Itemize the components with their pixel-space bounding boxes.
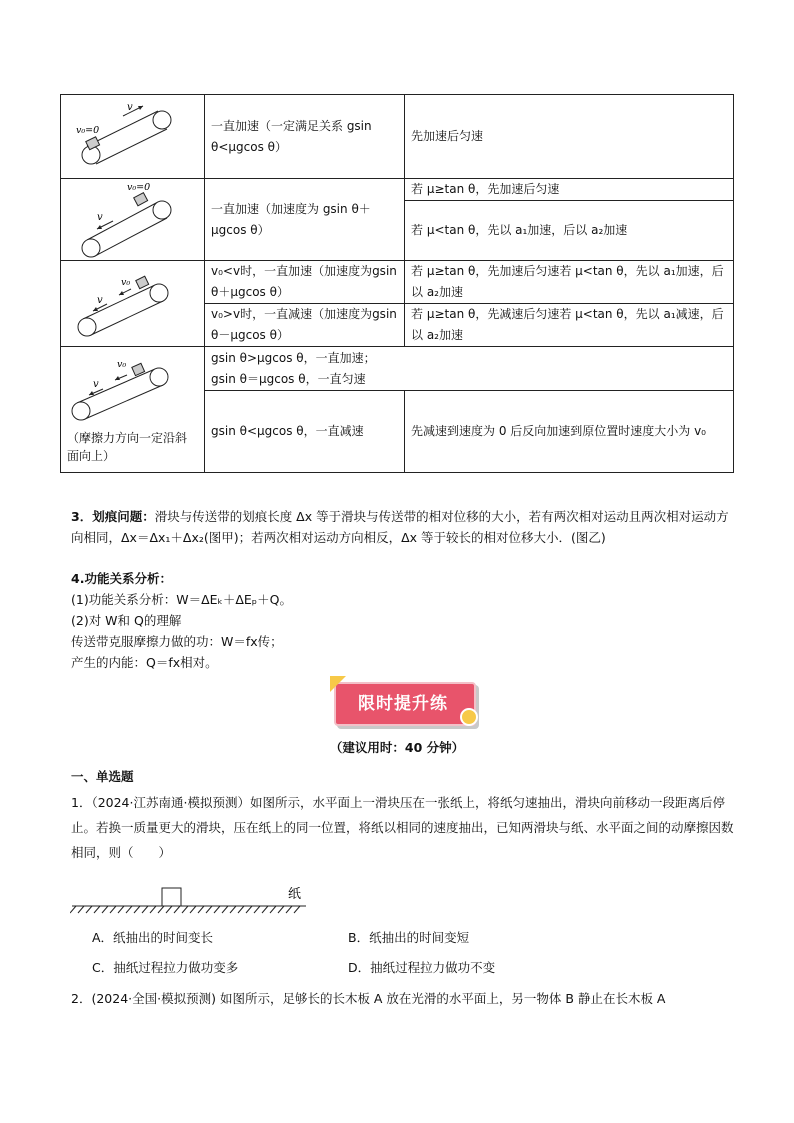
question-1-text: 1．（2024·江苏南通·模拟预测）如图所示，水平面上一滑块压在一张纸上，将纸匀速抽出，滑块向前移动一段距离后停止。若换一质量更大的滑块，压在纸上的同一位置，将纸以相同的速度抽出，已知两滑块与纸、水平面之间的动摩擦因数相同，则（ ） xyxy=(71,795,734,860)
conveyor-table xyxy=(60,94,734,473)
section-3-heading: 3．划痕问题： xyxy=(71,509,155,524)
table-row xyxy=(61,347,734,391)
row4-result-b: 先减速到速度为 0 后反向加速到原位置时速度大小为 v₀ xyxy=(405,391,734,473)
v0-label: v₀=0 xyxy=(75,124,99,136)
row1-condition: 一直加速（一定满足关系 gsin θ<μgcos θ） xyxy=(205,95,405,179)
part-title: 一、单选题 xyxy=(71,769,134,784)
row3-result-b: 若 μ≥tan θ，先减速后匀速若 μ<tan θ，先以 a₁减速，后以 a₂加速 xyxy=(405,304,734,347)
velocity-label: v xyxy=(92,378,99,390)
section-4-line3: 传送带克服摩擦力做的功：W＝fx传； xyxy=(71,634,283,649)
belt-figure-cell xyxy=(61,95,205,179)
time-tip: （建议用时：40 分钟） xyxy=(329,740,465,755)
velocity-label: v xyxy=(126,101,133,113)
row1-result: 先加速后匀速 xyxy=(405,95,734,179)
banner-title: 限时提升练 xyxy=(358,694,448,714)
friction-note: （摩擦力方向一定沿斜面向上） xyxy=(67,430,188,463)
paper-label: 纸 xyxy=(288,887,302,902)
v0-label: v₀ xyxy=(116,358,126,370)
row4-span-cell xyxy=(205,347,734,391)
belt-diagram-1 xyxy=(63,96,203,178)
v0-label: v₀=0 xyxy=(126,181,150,193)
row3-result-a: 若 μ≥tan θ，先加速后匀速若 μ<tan θ，先以 a₁加速，后以 a₂加速 xyxy=(405,261,734,304)
table-row xyxy=(61,261,734,304)
belt-diagram-4 xyxy=(63,351,203,429)
belt-figure-cell xyxy=(61,179,205,261)
belt-diagram-2 xyxy=(63,180,203,260)
section-4-line4: 产生的内能：Q＝fx相对。 xyxy=(71,655,218,670)
table-row xyxy=(61,179,734,201)
row2-result-a: 若 μ≥tan θ，先加速后匀速 xyxy=(405,179,734,201)
velocity-label: v xyxy=(96,211,103,223)
row3-condition-b: v₀>v时，一直减速（加速度为gsin θ－μgcos θ） xyxy=(205,304,405,347)
belt-figure-cell xyxy=(61,261,205,347)
row2-condition: 一直加速（加速度为 gsin θ＋μgcos θ） xyxy=(205,179,405,261)
section-4-line2: (2)对 W和 Q的理解 xyxy=(71,613,182,628)
section-4-heading: 4.功能关系分析： xyxy=(71,571,172,586)
row4-span-line2: gsin θ＝μgcos θ，一直匀速 xyxy=(211,371,366,386)
belt-figure-cell xyxy=(61,347,205,473)
section-4-line1: (1)功能关系分析：W＝ΔEₖ＋ΔEₚ＋Q。 xyxy=(71,592,292,607)
row3-condition-a: v₀<v时，一直加速（加速度为gsin θ＋μgcos θ） xyxy=(205,261,405,304)
section-3 xyxy=(71,506,736,548)
paper-figure xyxy=(70,880,310,914)
question-2-text: 2．(2024·全国·模拟预测) 如图所示，足够长的长木板 A 放在光滑的水平面上，另一物体 B 静止在长木板 A xyxy=(71,991,666,1006)
option-c[interactable]: C．抽纸过程拉力做功变多 xyxy=(92,960,239,975)
row2-result-b: 若 μ<tan θ，先以 a₁加速，后以 a₂加速 xyxy=(405,201,734,261)
option-d[interactable]: D．抽纸过程拉力做功不变 xyxy=(348,960,496,975)
v0-label: v₀ xyxy=(120,276,130,288)
option-b[interactable]: B．纸抽出的时间变短 xyxy=(348,930,470,945)
section-3-text: 滑块与传送带的划痕长度 Δx 等于滑块与传送带的相对位移的大小，若有两次相对运动且两次相对运动方向相同，Δx＝Δx₁＋Δx₂(图甲)；若两次相对运动方向相反，Δx 等于较长的相对位移大小．(图乙) xyxy=(71,509,729,545)
table-row xyxy=(61,95,734,179)
row4-condition-b: gsin θ<μgcos θ，一直减速 xyxy=(205,391,405,473)
option-a[interactable]: A．纸抽出的时间变长 xyxy=(92,930,214,945)
row4-span-line1: gsin θ>μgcos θ，一直加速； xyxy=(211,350,376,365)
belt-diagram-3 xyxy=(63,263,203,345)
velocity-label: v xyxy=(96,294,103,306)
practice-banner xyxy=(330,676,478,726)
